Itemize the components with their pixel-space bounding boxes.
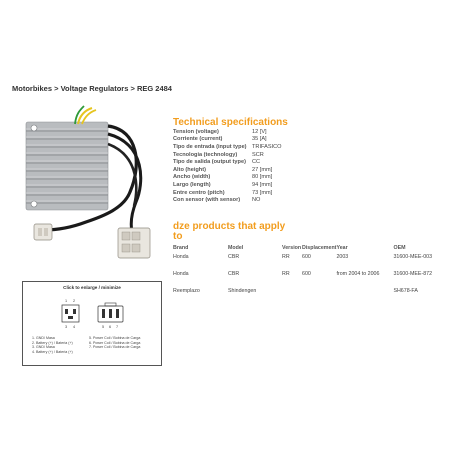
specs-table: [173, 128, 282, 204]
column-header-displacement: Displacement: [302, 244, 337, 251]
specs-title: Technical specifications: [173, 117, 288, 128]
applies-title: dze products that apply to: [173, 221, 286, 242]
spec-value: 73 [mm]: [252, 189, 273, 196]
cell-version: RR: [282, 254, 290, 260]
spec-row: [173, 174, 282, 182]
legend-item: 2. Battery (+) / Bateria (+): [32, 340, 73, 345]
cell-version: [282, 286, 302, 303]
spec-label: Tecnologia (technology): [173, 151, 238, 158]
right-connector-latch: [105, 303, 116, 306]
spec-row: [173, 158, 282, 166]
cell-model: Shindengen: [228, 288, 257, 294]
cell-oem: SH678-FA: [393, 288, 418, 294]
column-header-oem: OEM: [393, 244, 406, 251]
cell-model: CBR: [228, 271, 240, 277]
spec-value: 80 [mm]: [252, 174, 273, 181]
cell-year: 2003: [336, 254, 349, 260]
cell-displacement: 600: [302, 271, 311, 277]
product-image[interactable]: [20, 104, 170, 264]
pin-terminal: [102, 309, 105, 318]
spec-label: Alto (height): [173, 166, 206, 173]
spec-value: NO: [252, 197, 261, 204]
cell-displacement: [302, 286, 336, 303]
breadcrumb-separator: >: [52, 84, 61, 93]
legend-item: 7. Power Coil / Bobina de Carga: [89, 345, 141, 350]
pin-label: 1: [65, 299, 68, 303]
pin-terminal: [65, 309, 68, 314]
spec-label: Con sensor (with sensor): [173, 197, 241, 204]
left-connector-outline: [62, 305, 79, 322]
cell-year: from 2004 to 2006: [336, 271, 380, 277]
cell-version: RR: [282, 271, 290, 277]
column-header-brand: Brand: [173, 244, 189, 251]
pin-label: 5: [102, 325, 105, 329]
legend-item: 6. Power Coil / Bobina de Carga: [89, 340, 141, 345]
spec-label: Largo (length): [173, 181, 211, 188]
spec-label: Corriente (current): [173, 136, 223, 143]
spec-row: [173, 196, 282, 204]
pin-label: 3: [65, 325, 68, 329]
legend-item: 1. GND/ Masa: [32, 336, 55, 340]
enlarge-toggle-link[interactable]: Click to enlarge / minimize: [63, 285, 121, 290]
connector-diagram[interactable]: [22, 281, 162, 366]
pin-legend-right: [89, 336, 140, 350]
table-row: [173, 269, 433, 286]
cell-year: [336, 286, 393, 303]
spec-value: 27 [mm]: [252, 166, 273, 173]
spec-value: 35 [A]: [252, 136, 267, 143]
cell-oem: 31600-MEE-872: [393, 271, 433, 277]
applies-header-row: [173, 243, 433, 252]
breadcrumb-link-voltage-regulators[interactable]: Voltage Regulators: [60, 84, 129, 93]
pin-legend-left: [32, 336, 73, 354]
spec-label: Tipo de entrada (input type): [173, 143, 247, 150]
spec-label: Tension (voltage): [173, 128, 219, 135]
pin-label: 2: [73, 299, 76, 303]
cell-displacement: 600: [302, 254, 311, 260]
column-header-version: Version: [282, 244, 302, 251]
spec-value: TRIFASICO: [252, 143, 282, 150]
spec-row: [173, 189, 282, 197]
breadcrumb-link-motorbikes[interactable]: Motorbikes: [12, 84, 53, 93]
cell-model: CBR: [228, 254, 240, 260]
breadcrumb-current: REG 2484: [136, 84, 172, 93]
spec-label: Ancho (width): [173, 174, 211, 181]
cell-oem: 31600-MEE-003: [393, 254, 433, 260]
spec-row: [173, 166, 282, 174]
cell-brand: Honda: [173, 254, 189, 260]
pin-label: 6: [109, 325, 112, 329]
pin-label: 4: [73, 325, 76, 329]
spec-row: [173, 128, 282, 136]
spec-row: [173, 151, 282, 159]
spec-row: [173, 181, 282, 189]
column-header-model: Model: [228, 244, 244, 251]
spec-value: CC: [252, 159, 261, 166]
legend-item: 3. GND/ Masa: [32, 345, 55, 350]
breadcrumb: [12, 84, 172, 93]
pin-terminal: [109, 309, 112, 318]
pin-terminal: [68, 316, 73, 319]
pin-label: 7: [116, 325, 119, 329]
applies-table: [173, 243, 433, 303]
cell-brand: Reemplazo: [173, 288, 200, 294]
spec-value: 94 [mm]: [252, 181, 273, 188]
pin-terminal: [116, 309, 119, 318]
spec-label: Entre centro (pitch): [173, 189, 225, 196]
legend-item: 4. Battery (+) / Bateria (+): [32, 349, 73, 354]
table-row: [173, 252, 433, 269]
pin-terminal: [73, 309, 76, 314]
spec-value: SCR: [252, 151, 264, 158]
legend-item: 5. Power Coil / Bobina de Carga: [89, 336, 141, 340]
spec-value: 12 [V]: [252, 128, 267, 135]
column-header-year: Year: [336, 244, 348, 251]
spec-row: [173, 136, 282, 144]
spec-label: Tipo de salida (output type): [173, 159, 246, 166]
spec-row: [173, 143, 282, 151]
cell-brand: Honda: [173, 271, 189, 277]
breadcrumb-separator: >: [128, 84, 137, 93]
table-row: [173, 286, 433, 303]
